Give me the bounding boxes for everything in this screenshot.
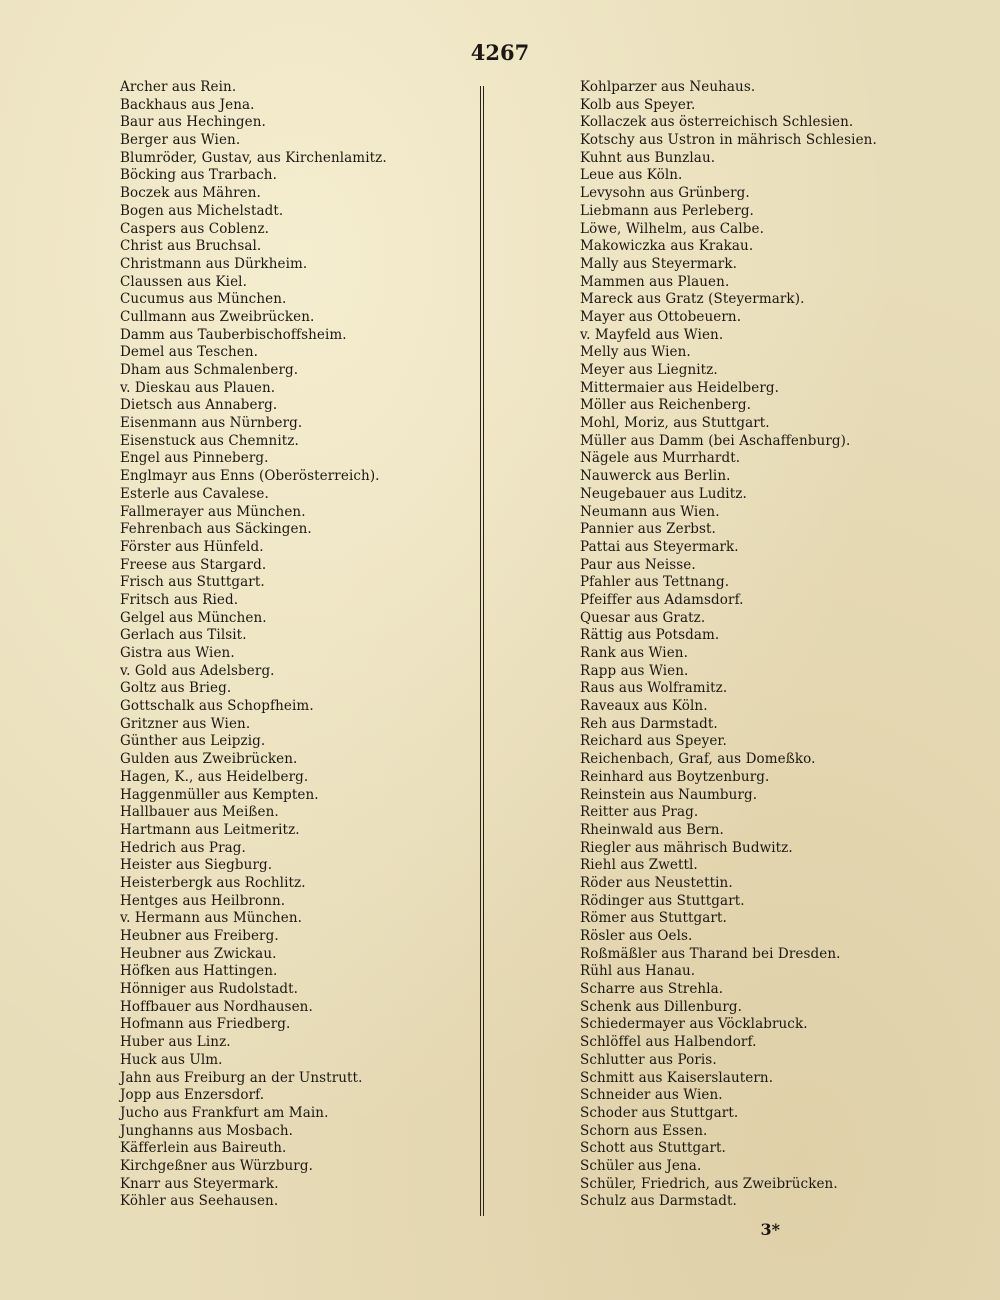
- name-entry: Jopp aus Enzersdorf.: [120, 1087, 265, 1104]
- name-entry: Rheinwald aus Bern.: [580, 821, 724, 838]
- name-entry: Mittermaier aus Heidelberg.: [580, 379, 780, 396]
- name-entry: Reinstein aus Naumburg.: [580, 786, 758, 803]
- name-entry: Hagen, K., aus Heidelberg.: [120, 768, 309, 785]
- name-entry: Gistra aus Wien.: [120, 645, 235, 661]
- name-entry: Leue aus Köln.: [580, 167, 683, 184]
- name-entry: Nägele aus Murrhardt.: [580, 450, 741, 467]
- name-entry: Raveaux aus Köln.: [580, 698, 708, 715]
- name-entry: Demel aus Teschen.: [120, 344, 259, 361]
- name-entry: Böcking aus Trarbach.: [120, 167, 277, 184]
- name-entry: Hedrich aus Prag.: [120, 839, 246, 856]
- name-entry: Gritzner aus Wien.: [120, 715, 251, 732]
- name-entry: Heubner aus Freiberg.: [120, 928, 279, 944]
- name-entry: v. Dieskau aus Plauen.: [120, 379, 276, 396]
- name-entry: Englmayr aus Enns (Oberösterreich).: [120, 468, 380, 485]
- name-entry: Schoder aus Stuttgart.: [580, 1104, 739, 1121]
- name-entry: Huck aus Ulm.: [120, 1051, 223, 1068]
- name-entry: Mammen aus Plauen.: [580, 273, 730, 290]
- name-entry: Roßmäßler aus Tharand bei Dresden.: [580, 945, 841, 962]
- name-entry: Röder aus Neustettin.: [580, 874, 733, 891]
- name-entry: Rapp aus Wien.: [580, 662, 689, 679]
- name-entry: Köhler aus Seehausen.: [120, 1193, 279, 1210]
- name-entry: Eisenmann aus Nürnberg.: [120, 415, 303, 432]
- name-entry: Reichard aus Speyer.: [580, 733, 727, 750]
- name-entry: Knarr aus Steyermark.: [120, 1175, 279, 1192]
- name-entry: Haggenmüller aus Kempten.: [120, 786, 319, 803]
- name-entry: Pannier aus Zerbst.: [580, 521, 716, 538]
- name-entry: Jucho aus Frankfurt am Main.: [120, 1104, 329, 1121]
- name-entry: Backhaus aus Jena.: [120, 96, 255, 113]
- name-entry: Quesar aus Gratz.: [580, 609, 706, 626]
- name-entry: Schulz aus Darmstadt.: [580, 1193, 737, 1210]
- name-entry: Gottschalk aus Schopfheim.: [120, 698, 314, 715]
- name-entry: Pfeiffer aus Adamsdorf.: [580, 591, 744, 608]
- name-entry: Gerlach aus Tilsit.: [120, 627, 247, 644]
- name-entry: Dham aus Schmalenberg.: [120, 362, 299, 378]
- name-entry: Junghanns aus Mosbach.: [120, 1122, 294, 1139]
- name-entry: Förster aus Hünfeld.: [120, 538, 264, 555]
- name-entry: Christmann aus Dürkheim.: [120, 255, 308, 272]
- name-entry: Meyer aus Liegnitz.: [580, 362, 718, 378]
- name-entry: v. Hermann aus München.: [120, 910, 303, 927]
- name-entry: v. Gold aus Adelsberg.: [120, 662, 275, 679]
- name-entry: Blumröder, Gustav, aus Kirchenlamitz.: [120, 149, 387, 166]
- name-entry: Eisenstuck aus Chemnitz.: [120, 432, 299, 449]
- name-entry: Schmitt aus Kaiserslautern.: [580, 1069, 774, 1086]
- name-entry: Riehl aus Zwettl.: [580, 857, 698, 874]
- name-entry: Rödinger aus Stuttgart.: [580, 892, 745, 909]
- name-entry: v. Mayfeld aus Wien.: [580, 326, 724, 343]
- name-entry: Dietsch aus Annaberg.: [120, 397, 278, 414]
- name-entry: Pfahler aus Tettnang.: [580, 574, 730, 591]
- name-entry: Rättig aus Potsdam.: [580, 627, 720, 644]
- name-entry: Hallbauer aus Meißen.: [120, 804, 279, 821]
- name-entry: Levysohn aus Grünberg.: [580, 185, 750, 202]
- name-entry: Neugebauer aus Luditz.: [580, 485, 747, 502]
- name-entry: Mally aus Steyermark.: [580, 255, 737, 272]
- name-entry: Hofmann aus Friedberg.: [120, 1016, 291, 1033]
- name-entry: Huber aus Linz.: [120, 1034, 231, 1051]
- name-entry: Pattai aus Steyermark.: [580, 538, 739, 555]
- name-entry: Fallmerayer aus München.: [120, 503, 306, 520]
- name-entry: Hartmann aus Leitmeritz.: [120, 821, 300, 838]
- left-name-column: [120, 79, 520, 1211]
- name-entry: Jahn aus Freiburg an der Unstrutt.: [120, 1069, 363, 1086]
- name-entry: Damm aus Tauberbischoffsheim.: [120, 326, 347, 343]
- name-entry: Melly aus Wien.: [580, 344, 691, 361]
- name-entry: Schüler, Friedrich, aus Zweibrücken.: [580, 1175, 838, 1192]
- name-entry: Reitter aus Prag.: [580, 804, 699, 821]
- name-entry: Heister aus Siegburg.: [120, 857, 273, 874]
- name-entry: Reichenbach, Graf, aus Domeßko.: [580, 751, 816, 768]
- name-entry: Mareck aus Gratz (Steyermark).: [580, 291, 805, 308]
- name-entry: Möller aus Reichenberg.: [580, 397, 752, 414]
- name-entry: Schlöffel aus Halbendorf.: [580, 1034, 757, 1051]
- name-entry: Cullmann aus Zweibrücken.: [120, 308, 315, 325]
- name-entry: Römer aus Stuttgart.: [580, 910, 727, 927]
- name-entry: Frisch aus Stuttgart.: [120, 574, 265, 591]
- name-entry: Berger aus Wien.: [120, 132, 241, 149]
- name-entry: Mohl, Moriz, aus Stuttgart.: [580, 415, 770, 432]
- name-entry: Hönniger aus Rudolstadt.: [120, 981, 299, 998]
- name-entry: Freese aus Stargard.: [120, 556, 267, 573]
- name-entry: Schüler aus Jena.: [580, 1157, 702, 1174]
- name-entry: Schlutter aus Poris.: [580, 1051, 717, 1068]
- column-divider: [480, 86, 484, 1216]
- name-entry: Fritsch aus Ried.: [120, 591, 239, 608]
- name-entry: Löwe, Wilhelm, aus Calbe.: [580, 220, 764, 237]
- name-entry: Müller aus Damm (bei Aschaffenburg).: [580, 432, 851, 449]
- name-entry: Rösler aus Oels.: [580, 928, 693, 944]
- name-entry: Kotschy aus Ustron in mährisch Schlesien.: [580, 132, 877, 149]
- name-entry: Schorn aus Essen.: [580, 1122, 708, 1139]
- right-name-column: [580, 79, 980, 1211]
- name-entry: Goltz aus Brieg.: [120, 680, 232, 697]
- name-entry: Esterle aus Cavalese.: [120, 485, 269, 502]
- name-entry: Hentges aus Heilbronn.: [120, 892, 286, 909]
- name-entry: Boczek aus Mähren.: [120, 185, 261, 202]
- name-entry: Baur aus Hechingen.: [120, 114, 266, 131]
- name-entry: Kohlparzer aus Neuhaus.: [580, 79, 756, 95]
- name-entry: Raus aus Wolframitz.: [580, 680, 728, 697]
- name-entry: Paur aus Neisse.: [580, 556, 696, 573]
- name-entry: Schenk aus Dillenburg.: [580, 998, 743, 1015]
- name-entry: Gulden aus Zweibrücken.: [120, 751, 298, 768]
- name-entry: Mayer aus Ottobeuern.: [580, 308, 742, 325]
- name-entry: Engel aus Pinneberg.: [120, 450, 269, 467]
- name-entry: Heisterbergk aus Rochlitz.: [120, 874, 306, 891]
- name-entry: Schott aus Stuttgart.: [580, 1140, 726, 1157]
- name-entry: Cucumus aus München.: [120, 291, 287, 308]
- name-entry: Hoffbauer aus Nordhausen.: [120, 998, 313, 1015]
- name-entry: Rühl aus Hanau.: [580, 963, 696, 980]
- name-entry: Liebmann aus Perleberg.: [580, 202, 754, 219]
- name-entry: Kuhnt aus Bunzlau.: [580, 149, 716, 166]
- name-entry: Kirchgeßner aus Würzburg.: [120, 1157, 313, 1174]
- name-entry: Kolb aus Speyer.: [580, 96, 696, 113]
- name-entry: Nauwerck aus Berlin.: [580, 468, 731, 485]
- name-entry: Neumann aus Wien.: [580, 503, 720, 520]
- name-entry: Heubner aus Zwickau.: [120, 945, 277, 962]
- page-number: 4267: [470, 40, 530, 65]
- name-entry: Käfferlein aus Baireuth.: [120, 1140, 287, 1157]
- name-entry: Claussen aus Kiel.: [120, 273, 247, 290]
- name-entry: Günther aus Leipzig.: [120, 733, 266, 750]
- name-entry: Rank aus Wien.: [580, 645, 688, 661]
- name-entry: Bogen aus Michelstadt.: [120, 202, 284, 219]
- name-entry: Riegler aus mährisch Budwitz.: [580, 839, 793, 856]
- name-entry: Archer aus Rein.: [120, 79, 237, 95]
- name-entry: Schiedermayer aus Vöcklabruck.: [580, 1016, 808, 1033]
- name-entry: Reh aus Darmstadt.: [580, 715, 718, 732]
- name-entry: Fehrenbach aus Säckingen.: [120, 521, 312, 538]
- name-entry: Scharre aus Strehla.: [580, 981, 724, 998]
- name-entry: Schneider aus Wien.: [580, 1087, 723, 1104]
- name-entry: Christ aus Bruchsal.: [120, 238, 262, 255]
- name-entry: Caspers aus Coblenz.: [120, 220, 270, 237]
- name-entry: Höfken aus Hattingen.: [120, 963, 278, 980]
- signature-mark: 3*: [760, 1220, 780, 1239]
- name-entry: Reinhard aus Boytzenburg.: [580, 768, 770, 785]
- name-entry: Makowiczka aus Krakau.: [580, 238, 754, 255]
- name-entry: Kollaczek aus österreichisch Schlesien.: [580, 114, 854, 131]
- name-entry: Gelgel aus München.: [120, 609, 267, 626]
